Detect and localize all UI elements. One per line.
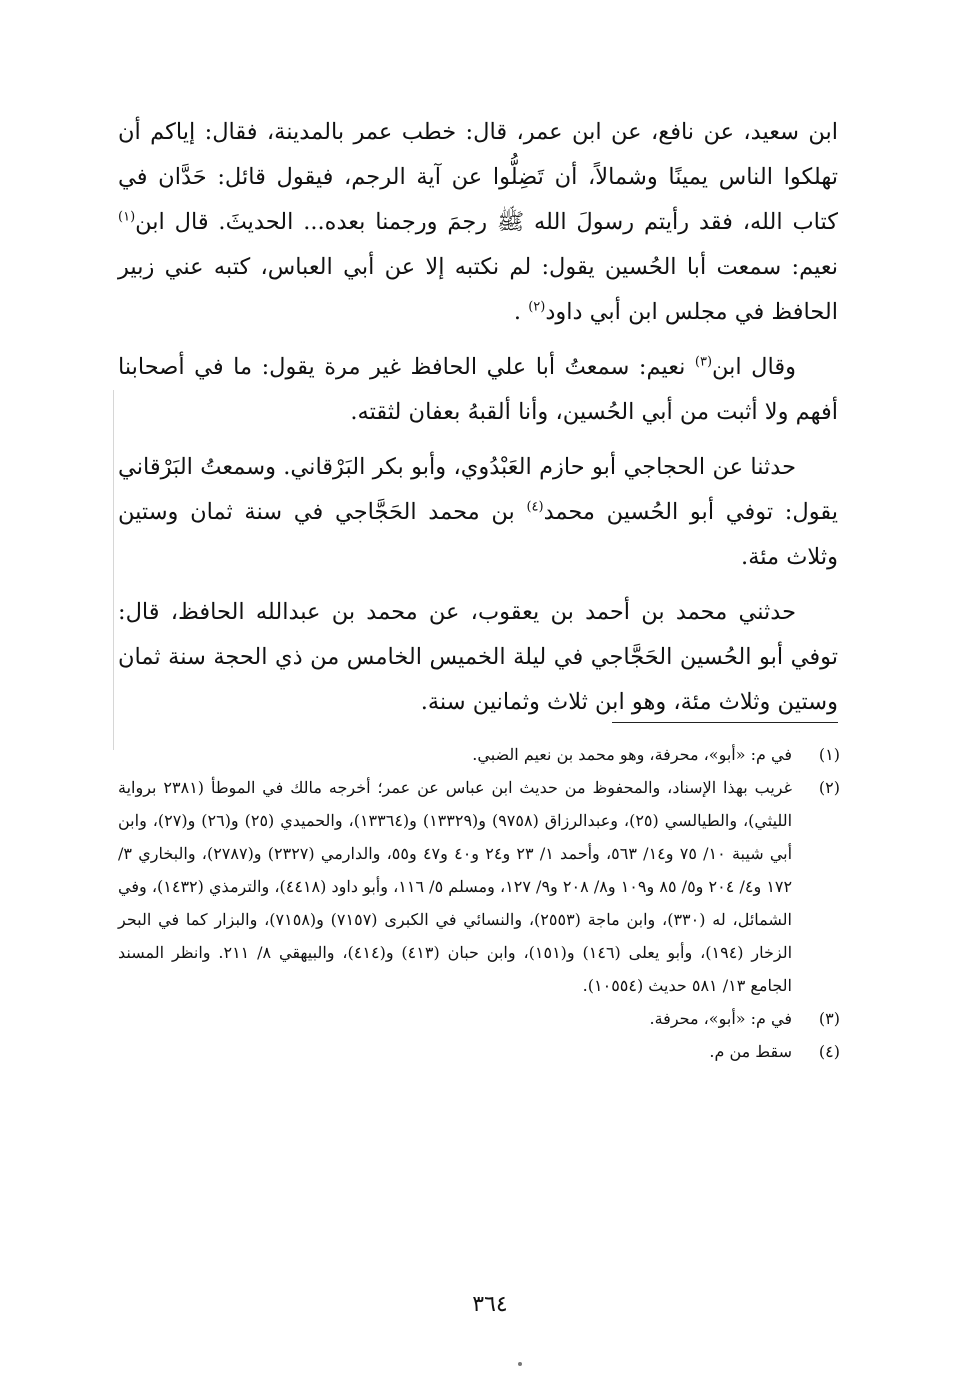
- text-run: نعيم: سمعتُ أبا علي الحافظ غير مرة يقول: ما في أصحابنا أفهم ولا أثبت من أبي الحُسين، وأنا ألقبهُ بعفان لثقته.: [118, 354, 838, 425]
- footnote-text: غريب بهذا الإسناد، والمحفوظ من حديث ابن عباس عن عمر؛ أخرجه مالك في الموطأ (٢٣٨١ برواية الليثي)، والطيالسي (٢٥)، وعبدالرزاق (٩٧٥٨) و(١٣٣٢٩) و(١٣٣٦٤)، والحميدي (٢٥) و(٢٦) و(٢٧)، وابن أبي شيبة ١٠/ ٧٥ و١٤/ ٥٦٣، وأحمد ١/ ٢٣ و٢٤ و٤٠ و٤٧ و٥٥، والدارمي (٢٣٢٧) و(٢٧٨٧)، والبخاري ٣/ ١٧٢ و٤/ ٢٠٤ و٥/ ٨٥ و١٠٩ و٨/ ٢٠٨ و٩/ ١٢٧، ومسلم ٥/ ١١٦، وأبو داود (٤٤١٨)، والترمذي (١٤٣٢)، وفي الشمائل، له (٣٣٠)، وابن ماجة (٢٥٥٣)، والنسائي في الكبرى (٧١٥٧) و(٧١٥٨)، والبزار كما في البحر الزخار (١٩٤)، وأبو يعلى (١٤٦) و(١٥١)، وابن حبان (٤١٣) و(٤١٤)، والبيهقي ٨/ ٢١١. وانظر المسند الجامع ١٣/ ٥٨١ حديث (١٠٥٥٤).: [118, 778, 793, 995]
- footnote-number: (٤): [818, 1042, 840, 1061]
- text-run: ابن سعيد، عن نافع، عن ابن عمر، قال: خطب عمر بالمدينة، فقال: إياكم أن تهلكوا الناس يمينًا وشمالاً، أن تَضِلُّوا عن آية الرجم، فيقول قائل: حَدَّان في كتاب الله، فقد رأيتم رسولَ الله ﷺ رجمَ ورجمنا بعده... الحديثَ. قال ابن: [118, 119, 838, 235]
- footnote-divider: [612, 722, 838, 723]
- paragraph: [118, 445, 838, 580]
- footnote: [118, 771, 840, 1002]
- footnote-text: في م: «أبو»، محرفة.: [649, 1009, 792, 1028]
- footnote-marker: (٢): [528, 299, 546, 315]
- scan-artifact-line: [113, 390, 114, 750]
- main-text: [118, 110, 838, 735]
- footnote-marker: (٤): [526, 499, 544, 515]
- footnote-marker: (١): [118, 209, 136, 225]
- footnote-number: (٢): [818, 778, 840, 797]
- paragraph: [118, 110, 838, 335]
- page-number: ٣٦٤: [472, 1292, 508, 1317]
- footnote-text: في م: «أبو»، محرفة، وهو محمد بن نعيم الضبي.: [472, 745, 792, 764]
- text-run: حدثنا عن الحجاجي أبو حازم العَبْدُوي، وأبو بكر البَرْقاني. وسمعتُ البَرْقاني يقول: توفي أبو الحُسين محمد: [118, 454, 838, 525]
- footnote: [118, 1035, 840, 1068]
- text-run: بن محمد الحَجَّاجي في سنة ثمان وستين وثلاث مئة.: [118, 499, 838, 570]
- text-run: حدثني محمد بن أحمد بن يعقوب، عن محمد بن عبدالله الحافظ، قال: توفي أبو الحُسين الحَجَّاجي في ليلة الخميس الخامس من ذي الحجة سنة ثمان وستين وثلاث مئة، وهو ابن ثلاث وثمانين سنة.: [118, 599, 838, 715]
- paragraph: [118, 590, 838, 725]
- footnote-text: سقط من م.: [709, 1042, 792, 1061]
- footnote: [118, 738, 840, 771]
- scan-speck: [518, 1362, 522, 1366]
- text-run: نعيم: سمعت أبا الحُسين يقول: لم نكتبه إلا عن أبي العباس، كتبه عني زبير الحافظ في مجلس ابن أبي داود: [118, 254, 838, 325]
- footnote-number: (١): [818, 745, 840, 764]
- footnote: [118, 1002, 840, 1035]
- footnotes: [118, 738, 840, 1068]
- footnote-marker: (٣): [694, 354, 713, 370]
- text-run: وقال ابن: [712, 354, 796, 380]
- footnote-number: (٣): [818, 1009, 840, 1028]
- text-run: .: [513, 299, 529, 325]
- paragraph: [118, 345, 838, 435]
